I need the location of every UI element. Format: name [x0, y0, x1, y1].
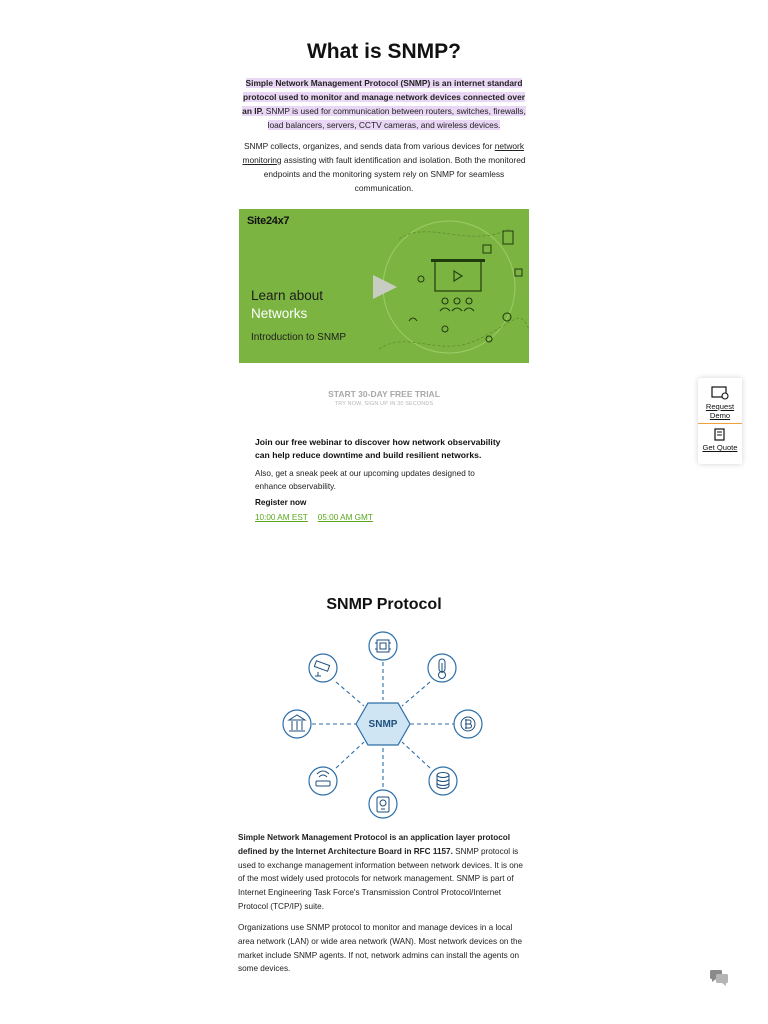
video-learn-line1: Learn about: [251, 288, 324, 303]
free-trial-title: START 30-DAY FREE TRIAL: [328, 389, 440, 399]
webinar-times: [255, 513, 505, 522]
video-learn-line2: Networks: [251, 306, 308, 321]
webinar-block: [255, 436, 505, 522]
request-demo-line2: Demo: [709, 411, 731, 420]
side-widget-separator: [698, 423, 742, 424]
get-quote-label: Get Quote: [702, 443, 738, 452]
intro-highlight-bold: Simple Network Management Protocol (SNMP) is an internet standard protocol used to monitor and manage network devices connected over an IP.: [242, 78, 525, 116]
intro-paragraph: [240, 139, 528, 195]
quote-document-icon: [713, 428, 727, 441]
free-trial-subtitle: TRY NOW, SIGN UP IN 30 SECONDS: [334, 401, 434, 407]
snmp-protocol-diagram: [278, 626, 490, 826]
intro2-before: SNMP collects, organizes, and sends data from various devices for: [243, 141, 495, 151]
play-icon[interactable]: [371, 273, 399, 301]
section-title: SNMP Protocol: [326, 596, 442, 613]
intro2-after: assisting with fault identification and isolation. Both the monitored endpoints and the monitoring system rely on SNMP for seamless communication.: [263, 155, 526, 193]
body1-rest: SNMP protocol is used to exchange management information between network devices. It is one of the most widely used protocols for network management. SNMP is part of Internet Engineering Task Force's Transmission Control Protocol/Internet Protocol (TCP/IP) suite.: [238, 846, 523, 911]
presentation-icon: [710, 386, 730, 400]
get-quote-button[interactable]: [698, 428, 742, 452]
classroom-illustration-icon: [379, 209, 529, 363]
intro-highlight-rest: SNMP is used for communication between routers, switches, firewalls, load balancers, servers, CCTV cameras, and wireless devices.: [263, 106, 526, 130]
chat-icon[interactable]: [708, 968, 730, 986]
video-player[interactable]: [239, 209, 529, 363]
body1-bold: Simple Network Management Protocol is an application layer protocol defined by the Internet Architecture Board in RFC 1157.: [238, 833, 511, 856]
webinar-subtitle: Also, get a sneak peek at our upcoming updates designed to enhance observability.: [255, 469, 475, 491]
free-trial-button[interactable]: [238, 389, 530, 407]
intro-highlight: [238, 76, 530, 132]
webinar-time-gmt-link[interactable]: 05:00 AM GMT: [317, 513, 373, 522]
side-widget: [698, 378, 742, 464]
video-brand: Site24x7: [247, 215, 290, 227]
register-now-label: Register now: [255, 498, 307, 507]
webinar-time-est-link[interactable]: 10:00 AM EST: [255, 513, 308, 522]
video-learn-title: [251, 287, 323, 323]
page-title: What is SNMP?: [306, 40, 461, 63]
snmp-hub-label: SNMP: [368, 719, 398, 730]
request-demo-line1: Request: [705, 402, 735, 411]
body-paragraph-1: [238, 831, 530, 914]
body-paragraph-2: Organizations use SNMP protocol to monitor and manage devices in a local area network (LAN) or wide area network (WAN). Most network devices on the market include SNMP agents. If not, network admins can install the agents on some devices.: [238, 923, 523, 974]
video-subtitle: Introduction to SNMP: [251, 332, 347, 343]
request-demo-button[interactable]: [698, 378, 742, 420]
webinar-title: Join our free webinar to discover how network observability can help reduce downtime and build resilient networks.: [255, 437, 501, 460]
network-monitoring-link[interactable]: network monitoring: [242, 141, 525, 165]
